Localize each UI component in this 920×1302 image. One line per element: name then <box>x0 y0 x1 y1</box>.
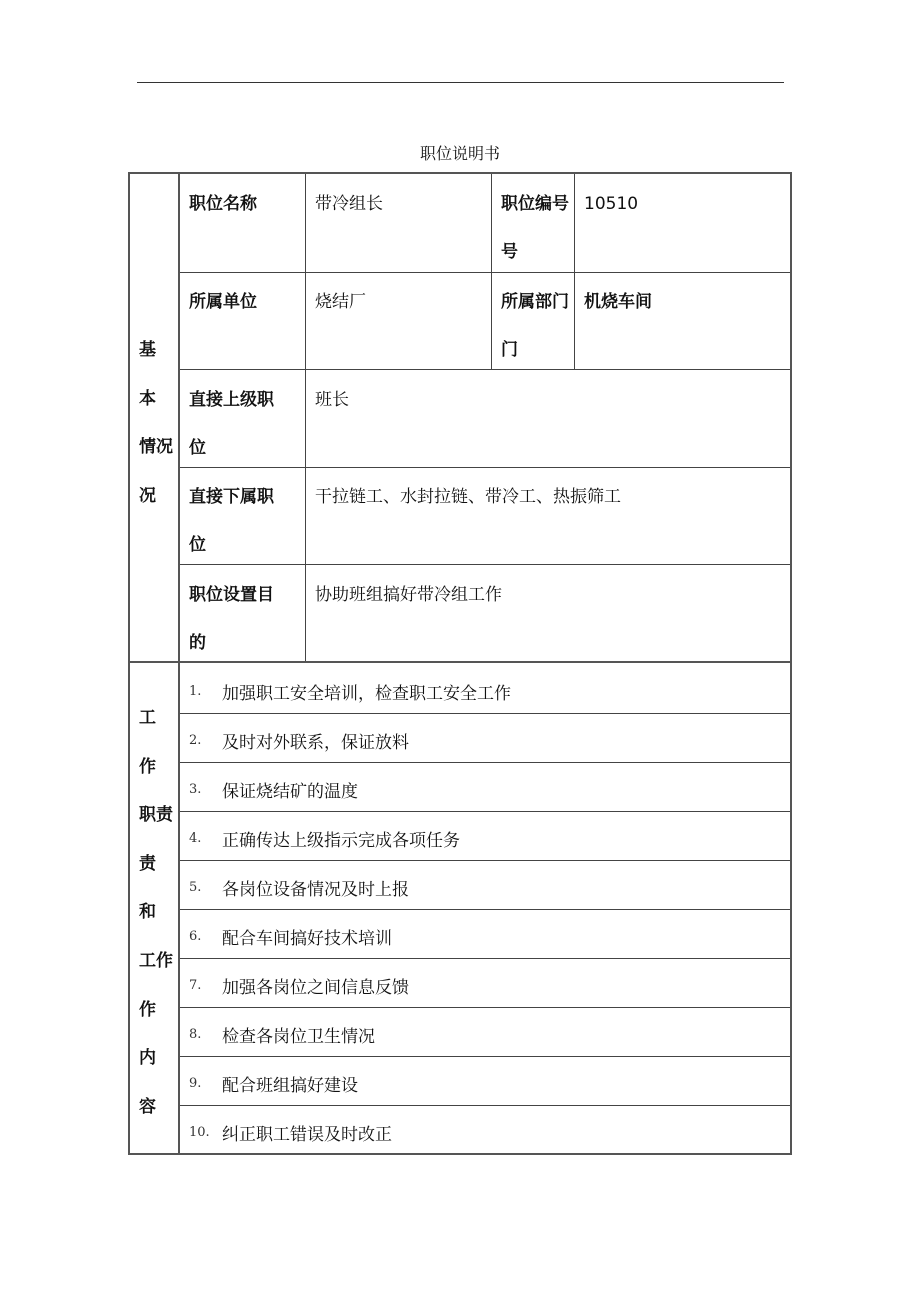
label-line: 门 <box>501 340 518 360</box>
duty-item <box>180 863 789 911</box>
section-label-line: 容 <box>139 1096 156 1117</box>
duty-number: 2. <box>189 732 202 748</box>
label-line: 职位编号 <box>501 194 569 214</box>
duty-text: 各岗位设备情况及时上报 <box>222 879 409 900</box>
duty-text: 加强职工安全培训，检查职工安全工作 <box>222 683 511 704</box>
row-divider <box>180 860 790 861</box>
section-label-line: 作 <box>139 999 156 1020</box>
duty-number: 5. <box>189 879 202 895</box>
subordinates-value: 干拉链工、水封拉链、带冷工、热振筛工 <box>315 487 621 507</box>
duty-number: 1. <box>189 683 202 699</box>
section-label-line: 工作 <box>139 950 173 971</box>
duty-number: 8. <box>189 1026 202 1042</box>
duty-item <box>180 912 789 960</box>
superior-label <box>180 370 305 472</box>
section-label-line: 情况 <box>139 437 173 457</box>
duty-number: 7. <box>189 977 202 993</box>
section-label-line: 和 <box>139 902 156 923</box>
duty-item <box>180 765 789 813</box>
label-line: 位 <box>189 438 206 458</box>
row-divider <box>180 1007 790 1008</box>
duty-number: 9. <box>189 1075 202 1091</box>
duty-text: 正确传达上级指示完成各项任务 <box>222 830 460 851</box>
duty-text: 保证烧结矿的温度 <box>222 781 358 802</box>
unit-label: 所属单位 <box>189 292 257 312</box>
duty-text: 加强各岗位之间信息反馈 <box>222 977 409 998</box>
duty-item <box>180 814 789 862</box>
superior-value: 班长 <box>315 390 349 410</box>
duty-number: 6. <box>189 928 202 944</box>
section-label-line: 本 <box>139 388 156 409</box>
position-name-value: 带冷组长 <box>315 194 383 214</box>
label-line: 直接下属职 <box>189 487 274 507</box>
duty-item <box>180 961 789 1009</box>
row-divider <box>180 958 790 959</box>
section-label-line: 作 <box>139 756 156 777</box>
basic-info-section-label <box>130 326 178 520</box>
label-line: 号 <box>501 242 518 262</box>
department-value: 机烧车间 <box>584 292 652 312</box>
duty-item <box>180 716 789 764</box>
duty-text: 配合车间搞好技术培训 <box>222 928 392 949</box>
duty-number: 4. <box>189 830 202 846</box>
row-divider <box>180 762 790 763</box>
label-line: 职位设置目 <box>189 585 274 605</box>
duty-number: 3. <box>189 781 202 797</box>
label-line: 所属部门 <box>501 292 569 312</box>
duties-section-label <box>130 694 178 1131</box>
duty-text: 及时对外联系，保证放料 <box>222 732 409 753</box>
duty-number: 10. <box>189 1124 210 1140</box>
section-label-line: 况 <box>139 485 156 506</box>
label-line: 直接上级职 <box>189 390 274 410</box>
position-name-label: 职位名称 <box>189 194 257 214</box>
duty-text: 配合班组搞好建设 <box>222 1075 358 1096</box>
purpose-label <box>180 565 305 667</box>
department-label <box>492 272 576 374</box>
unit-value: 烧结厂 <box>315 292 366 312</box>
duty-item <box>180 1108 789 1156</box>
duty-text: 检查各岗位卫生情况 <box>222 1026 375 1047</box>
subordinates-label <box>180 467 305 569</box>
section-label-line: 责 <box>139 853 156 874</box>
section-label-line: 基 <box>139 340 156 360</box>
duty-item <box>180 1010 789 1058</box>
position-code-label <box>492 174 576 276</box>
row-divider <box>180 713 790 714</box>
row-divider <box>180 1105 790 1106</box>
duty-item <box>180 1059 789 1107</box>
duty-item <box>180 667 789 715</box>
section-label-line: 职责 <box>139 805 173 826</box>
label-line: 的 <box>189 633 206 653</box>
page-title: 职位说明书 <box>419 144 500 163</box>
purpose-value: 协助班组搞好带冷组工作 <box>315 585 502 605</box>
section-label-line: 工 <box>139 708 156 728</box>
position-code-value: 10510 <box>584 194 639 214</box>
row-divider <box>180 909 790 910</box>
section-label-line: 内 <box>139 1048 156 1069</box>
row-divider <box>180 1056 790 1057</box>
row-divider <box>180 811 790 812</box>
header-rule <box>137 82 784 83</box>
duty-text: 纠正职工错误及时改正 <box>222 1124 392 1145</box>
label-line: 位 <box>189 535 206 555</box>
